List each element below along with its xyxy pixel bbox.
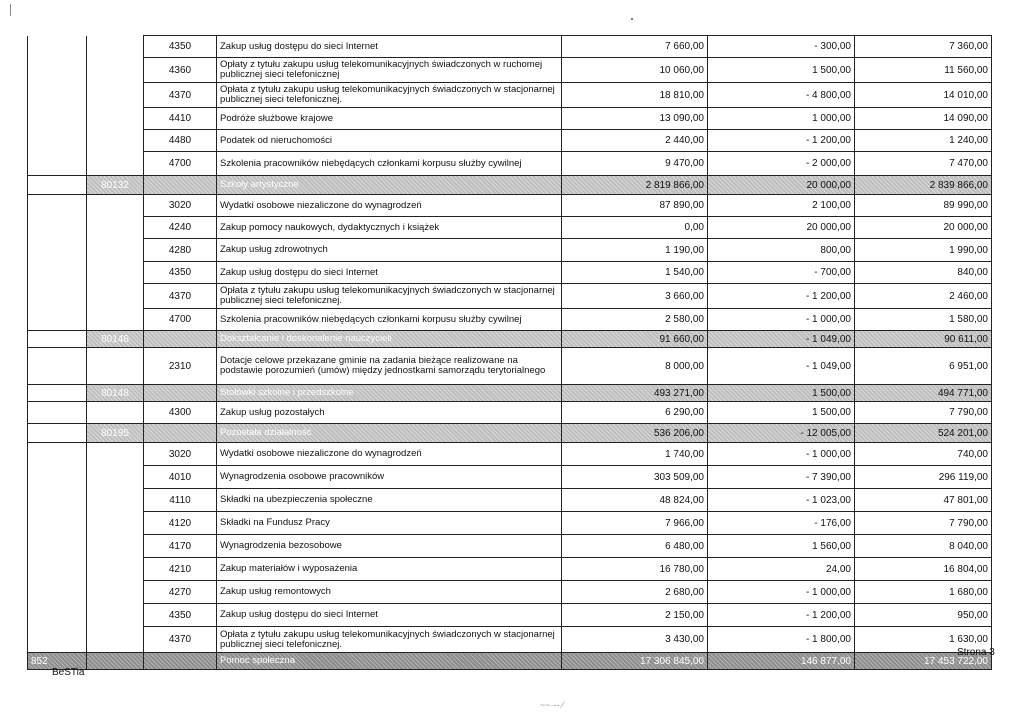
cell-description: Podatek od nieruchomości bbox=[217, 130, 562, 152]
cell-paragraph: 4700 bbox=[144, 152, 217, 176]
cell-chapter bbox=[87, 581, 144, 604]
cell-amount-before: 18 810,00 bbox=[562, 83, 708, 108]
cell-section bbox=[28, 83, 87, 108]
cell-paragraph: 3020 bbox=[144, 195, 217, 217]
cell-section bbox=[28, 535, 87, 558]
cell-chapter bbox=[87, 217, 144, 239]
cell-amount-before: 8 000,00 bbox=[562, 348, 708, 385]
cell-section bbox=[28, 489, 87, 512]
cell-amount-before: 2 580,00 bbox=[562, 309, 708, 331]
cell-amount-after: 494 771,00 bbox=[855, 385, 992, 402]
cell-description: Zakup usług pozostałych bbox=[217, 402, 562, 424]
cell-amount-before: 91 660,00 bbox=[562, 331, 708, 348]
cell-section bbox=[28, 152, 87, 176]
scan-artifact-dot bbox=[631, 18, 633, 20]
cell-section bbox=[28, 284, 87, 309]
cell-chapter bbox=[87, 239, 144, 262]
cell-amount-after: 7 360,00 bbox=[855, 36, 992, 58]
cell-chapter bbox=[87, 558, 144, 581]
cell-description: Wydatki osobowe niezaliczone do wynagrodzeń bbox=[217, 195, 562, 217]
cell-amount-change: 1 560,00 bbox=[708, 535, 855, 558]
cell-chapter bbox=[87, 627, 144, 653]
cell-chapter bbox=[87, 402, 144, 424]
cell-paragraph: 3020 bbox=[144, 443, 217, 466]
cell-section bbox=[28, 581, 87, 604]
cell-paragraph: 4370 bbox=[144, 83, 217, 108]
cell-section bbox=[28, 604, 87, 627]
cell-amount-change: - 1 200,00 bbox=[708, 130, 855, 152]
cell-paragraph: 4480 bbox=[144, 130, 217, 152]
cell-section bbox=[28, 239, 87, 262]
cell-section bbox=[28, 512, 87, 535]
budget-table-body bbox=[28, 36, 992, 670]
table-row bbox=[28, 604, 992, 627]
chapter-row bbox=[28, 176, 992, 195]
cell-description: Opłata z tytułu zakupu usług telekomunikacyjnych świadczonych w stacjonarnej publicznej sieci telefonicznej. bbox=[217, 284, 562, 309]
table-row bbox=[28, 558, 992, 581]
cell-chapter bbox=[87, 195, 144, 217]
cell-amount-before: 2 150,00 bbox=[562, 604, 708, 627]
chapter-row bbox=[28, 424, 992, 443]
cell-amount-after: 2 460,00 bbox=[855, 284, 992, 309]
cell-description: Opłata z tytułu zakupu usług telekomunikacyjnych świadczonych w stacjonarnej publicznej sieci telefonicznej. bbox=[217, 627, 562, 653]
cell-description: Zakup usług dostępu do sieci Internet bbox=[217, 604, 562, 627]
cell-amount-change: - 2 000,00 bbox=[708, 152, 855, 176]
cell-chapter bbox=[87, 36, 144, 58]
cell-amount-before: 7 966,00 bbox=[562, 512, 708, 535]
cell-amount-change: 146 877,00 bbox=[708, 653, 855, 670]
cell-paragraph: 4270 bbox=[144, 581, 217, 604]
cell-amount-after: 17 453 722,00 bbox=[855, 653, 992, 670]
table-row bbox=[28, 217, 992, 239]
cell-paragraph: 4350 bbox=[144, 262, 217, 284]
cell-paragraph: 4370 bbox=[144, 627, 217, 653]
chapter-row bbox=[28, 385, 992, 402]
cell-amount-after: 20 000,00 bbox=[855, 217, 992, 239]
cell-amount-after: 16 804,00 bbox=[855, 558, 992, 581]
cell-section bbox=[28, 385, 87, 402]
cell-amount-change: 1 500,00 bbox=[708, 385, 855, 402]
cell-chapter bbox=[87, 466, 144, 489]
cell-paragraph: 4280 bbox=[144, 239, 217, 262]
cell-chapter: 80132 bbox=[87, 176, 144, 195]
cell-amount-change: - 7 390,00 bbox=[708, 466, 855, 489]
cell-amount-before: 7 660,00 bbox=[562, 36, 708, 58]
cell-amount-after: 8 040,00 bbox=[855, 535, 992, 558]
cell-chapter bbox=[87, 262, 144, 284]
cell-amount-before: 17 306 845,00 bbox=[562, 653, 708, 670]
cell-amount-before: 87 890,00 bbox=[562, 195, 708, 217]
cell-description: Zakup materiałów i wyposażenia bbox=[217, 558, 562, 581]
cell-amount-after: 47 801,00 bbox=[855, 489, 992, 512]
cell-paragraph bbox=[144, 385, 217, 402]
table-row bbox=[28, 309, 992, 331]
cell-paragraph bbox=[144, 424, 217, 443]
cell-amount-change: - 1 000,00 bbox=[708, 309, 855, 331]
cell-chapter bbox=[87, 108, 144, 130]
cell-chapter: 80148 bbox=[87, 385, 144, 402]
table-row bbox=[28, 195, 992, 217]
cell-section: 852 bbox=[28, 653, 87, 670]
cell-amount-change: - 1 049,00 bbox=[708, 331, 855, 348]
cell-chapter bbox=[87, 489, 144, 512]
cell-amount-before: 1 540,00 bbox=[562, 262, 708, 284]
cell-paragraph: 4350 bbox=[144, 604, 217, 627]
cell-paragraph: 4350 bbox=[144, 36, 217, 58]
cell-amount-after: 89 990,00 bbox=[855, 195, 992, 217]
cell-section bbox=[28, 108, 87, 130]
table-row bbox=[28, 58, 992, 83]
table-row bbox=[28, 348, 992, 385]
cell-chapter: 80146 bbox=[87, 331, 144, 348]
cell-description: Wydatki osobowe niezaliczone do wynagrodzeń bbox=[217, 443, 562, 466]
cell-paragraph: 4170 bbox=[144, 535, 217, 558]
cell-description: Składki na Fundusz Pracy bbox=[217, 512, 562, 535]
cell-section bbox=[28, 176, 87, 195]
cell-amount-after: 7 470,00 bbox=[855, 152, 992, 176]
cell-paragraph: 4240 bbox=[144, 217, 217, 239]
cell-section bbox=[28, 130, 87, 152]
cell-description: Pozostała działalność bbox=[217, 424, 562, 443]
cell-section bbox=[28, 309, 87, 331]
cell-section bbox=[28, 402, 87, 424]
cell-amount-change: - 1 200,00 bbox=[708, 284, 855, 309]
cell-amount-change: 20 000,00 bbox=[708, 217, 855, 239]
cell-section bbox=[28, 348, 87, 385]
cell-amount-after: 1 990,00 bbox=[855, 239, 992, 262]
table-row bbox=[28, 535, 992, 558]
cell-amount-after: 14 090,00 bbox=[855, 108, 992, 130]
cell-description: Opłaty z tytułu zakupu usług telekomunikacyjnych świadczonych w ruchomej publicznej sieci telefonicznej bbox=[217, 58, 562, 83]
cell-amount-before: 48 824,00 bbox=[562, 489, 708, 512]
cell-section bbox=[28, 627, 87, 653]
cell-amount-change: 24,00 bbox=[708, 558, 855, 581]
cell-description: Zakup usług zdrowotnych bbox=[217, 239, 562, 262]
cell-description: Szkolenia pracowników niebędących członkami korpusu służby cywilnej bbox=[217, 309, 562, 331]
cell-section bbox=[28, 424, 87, 443]
cell-amount-change: - 1 023,00 bbox=[708, 489, 855, 512]
cell-amount-before: 1 740,00 bbox=[562, 443, 708, 466]
section-row bbox=[28, 653, 992, 670]
cell-amount-change: 2 100,00 bbox=[708, 195, 855, 217]
scan-artifact-mark bbox=[10, 4, 11, 16]
cell-description: Szkolenia pracowników niebędących członkami korpusu służby cywilnej bbox=[217, 152, 562, 176]
table-row bbox=[28, 262, 992, 284]
table-row bbox=[28, 443, 992, 466]
cell-amount-change: - 176,00 bbox=[708, 512, 855, 535]
cell-chapter bbox=[87, 130, 144, 152]
cell-section bbox=[28, 262, 87, 284]
cell-amount-before: 536 206,00 bbox=[562, 424, 708, 443]
cell-paragraph: 4370 bbox=[144, 284, 217, 309]
cell-description: Podróże służbowe krajowe bbox=[217, 108, 562, 130]
cell-paragraph: 4210 bbox=[144, 558, 217, 581]
cell-description: Dotacje celowe przekazane gminie na zadania bieżące realizowane na podstawie porozumień (umów) między jednostkami samorządu terytorialnego bbox=[217, 348, 562, 385]
cell-amount-change: 20 000,00 bbox=[708, 176, 855, 195]
cell-amount-after: 11 560,00 bbox=[855, 58, 992, 83]
table-row bbox=[28, 466, 992, 489]
cell-amount-before: 1 190,00 bbox=[562, 239, 708, 262]
cell-amount-change: - 300,00 bbox=[708, 36, 855, 58]
cell-description: Dokształcanie i doskonalenie nauczycieli bbox=[217, 331, 562, 348]
table-row bbox=[28, 489, 992, 512]
budget-table bbox=[27, 35, 992, 670]
cell-paragraph: 4110 bbox=[144, 489, 217, 512]
table-row bbox=[28, 108, 992, 130]
cell-amount-after: 1 680,00 bbox=[855, 581, 992, 604]
cell-description: Opłata z tytułu zakupu usług telekomunikacyjnych świadczonych w stacjonarnej publicznej sieci telefonicznej. bbox=[217, 83, 562, 108]
cell-chapter bbox=[87, 58, 144, 83]
cell-section bbox=[28, 558, 87, 581]
footer-software-name: BeSTia bbox=[52, 667, 85, 678]
table-row bbox=[28, 83, 992, 108]
table-row bbox=[28, 36, 992, 58]
cell-paragraph: 4410 bbox=[144, 108, 217, 130]
cell-amount-change: 1 500,00 bbox=[708, 58, 855, 83]
cell-amount-change: - 700,00 bbox=[708, 262, 855, 284]
table-row bbox=[28, 239, 992, 262]
cell-chapter bbox=[87, 83, 144, 108]
cell-amount-before: 2 680,00 bbox=[562, 581, 708, 604]
cell-amount-after: 6 951,00 bbox=[855, 348, 992, 385]
cell-description: Stołówki szkolne i przedszkolne bbox=[217, 385, 562, 402]
table-row bbox=[28, 284, 992, 309]
cell-amount-before: 16 780,00 bbox=[562, 558, 708, 581]
cell-description: Wynagrodzenia osobowe pracowników bbox=[217, 466, 562, 489]
cell-description: Zakup pomocy naukowych, dydaktycznych i książek bbox=[217, 217, 562, 239]
cell-description: Pomoc społeczna bbox=[217, 653, 562, 670]
cell-section bbox=[28, 331, 87, 348]
cell-amount-before: 3 660,00 bbox=[562, 284, 708, 309]
cell-amount-after: 2 839 866,00 bbox=[855, 176, 992, 195]
cell-amount-change: 800,00 bbox=[708, 239, 855, 262]
cell-amount-after: 840,00 bbox=[855, 262, 992, 284]
cell-section bbox=[28, 195, 87, 217]
cell-section bbox=[28, 36, 87, 58]
table-row bbox=[28, 627, 992, 653]
cell-amount-before: 303 509,00 bbox=[562, 466, 708, 489]
cell-chapter bbox=[87, 512, 144, 535]
cell-amount-before: 10 060,00 bbox=[562, 58, 708, 83]
scan-artifact-scribble: ~~·-- ⁄ bbox=[540, 700, 564, 710]
cell-chapter: 80195 bbox=[87, 424, 144, 443]
cell-description: Zakup usług remontowych bbox=[217, 581, 562, 604]
cell-amount-after: 7 790,00 bbox=[855, 512, 992, 535]
cell-amount-after: 296 119,00 bbox=[855, 466, 992, 489]
cell-amount-change: - 1 049,00 bbox=[708, 348, 855, 385]
cell-amount-before: 13 090,00 bbox=[562, 108, 708, 130]
cell-description: Szkoły artystyczne bbox=[217, 176, 562, 195]
cell-amount-after: 14 010,00 bbox=[855, 83, 992, 108]
cell-paragraph bbox=[144, 653, 217, 670]
cell-amount-after: 740,00 bbox=[855, 443, 992, 466]
cell-amount-after: 90 611,00 bbox=[855, 331, 992, 348]
cell-paragraph: 4700 bbox=[144, 309, 217, 331]
cell-section bbox=[28, 58, 87, 83]
cell-amount-after: 1 240,00 bbox=[855, 130, 992, 152]
cell-chapter bbox=[87, 309, 144, 331]
cell-amount-change: - 4 800,00 bbox=[708, 83, 855, 108]
cell-description: Zakup usług dostępu do sieci Internet bbox=[217, 262, 562, 284]
cell-amount-after: 1 580,00 bbox=[855, 309, 992, 331]
cell-amount-change: - 12 005,00 bbox=[708, 424, 855, 443]
cell-amount-before: 2 440,00 bbox=[562, 130, 708, 152]
table-row bbox=[28, 130, 992, 152]
cell-chapter bbox=[87, 604, 144, 627]
cell-amount-after: 524 201,00 bbox=[855, 424, 992, 443]
cell-chapter bbox=[87, 535, 144, 558]
cell-amount-change: - 1 000,00 bbox=[708, 581, 855, 604]
cell-amount-before: 3 430,00 bbox=[562, 627, 708, 653]
cell-paragraph: 4010 bbox=[144, 466, 217, 489]
cell-chapter bbox=[87, 284, 144, 309]
cell-amount-change: - 1 200,00 bbox=[708, 604, 855, 627]
footer-page-number: Strona 3 bbox=[957, 647, 995, 658]
cell-description: Zakup usług dostępu do sieci Internet bbox=[217, 36, 562, 58]
cell-amount-before: 9 470,00 bbox=[562, 152, 708, 176]
cell-description: Wynagrodzenia bezosobowe bbox=[217, 535, 562, 558]
cell-paragraph bbox=[144, 331, 217, 348]
cell-amount-before: 0,00 bbox=[562, 217, 708, 239]
table-row bbox=[28, 152, 992, 176]
cell-section bbox=[28, 466, 87, 489]
cell-amount-after: 950,00 bbox=[855, 604, 992, 627]
cell-description: Składki na ubezpieczenia społeczne bbox=[217, 489, 562, 512]
cell-chapter bbox=[87, 152, 144, 176]
cell-amount-change: 1 000,00 bbox=[708, 108, 855, 130]
cell-amount-before: 6 290,00 bbox=[562, 402, 708, 424]
cell-amount-before: 6 480,00 bbox=[562, 535, 708, 558]
cell-section bbox=[28, 217, 87, 239]
cell-amount-after: 1 630,00 bbox=[855, 627, 992, 653]
cell-amount-after: 7 790,00 bbox=[855, 402, 992, 424]
table-row bbox=[28, 581, 992, 604]
cell-chapter bbox=[87, 348, 144, 385]
cell-paragraph bbox=[144, 176, 217, 195]
cell-paragraph: 4360 bbox=[144, 58, 217, 83]
cell-paragraph: 4120 bbox=[144, 512, 217, 535]
cell-chapter bbox=[87, 443, 144, 466]
table-row bbox=[28, 512, 992, 535]
table-row bbox=[28, 402, 992, 424]
cell-amount-before: 2 819 866,00 bbox=[562, 176, 708, 195]
chapter-row bbox=[28, 331, 992, 348]
cell-chapter bbox=[87, 653, 144, 670]
cell-amount-change: - 1 000,00 bbox=[708, 443, 855, 466]
cell-section bbox=[28, 443, 87, 466]
cell-paragraph: 4300 bbox=[144, 402, 217, 424]
cell-amount-change: 1 500,00 bbox=[708, 402, 855, 424]
cell-paragraph: 2310 bbox=[144, 348, 217, 385]
cell-amount-before: 493 271,00 bbox=[562, 385, 708, 402]
cell-amount-change: - 1 800,00 bbox=[708, 627, 855, 653]
